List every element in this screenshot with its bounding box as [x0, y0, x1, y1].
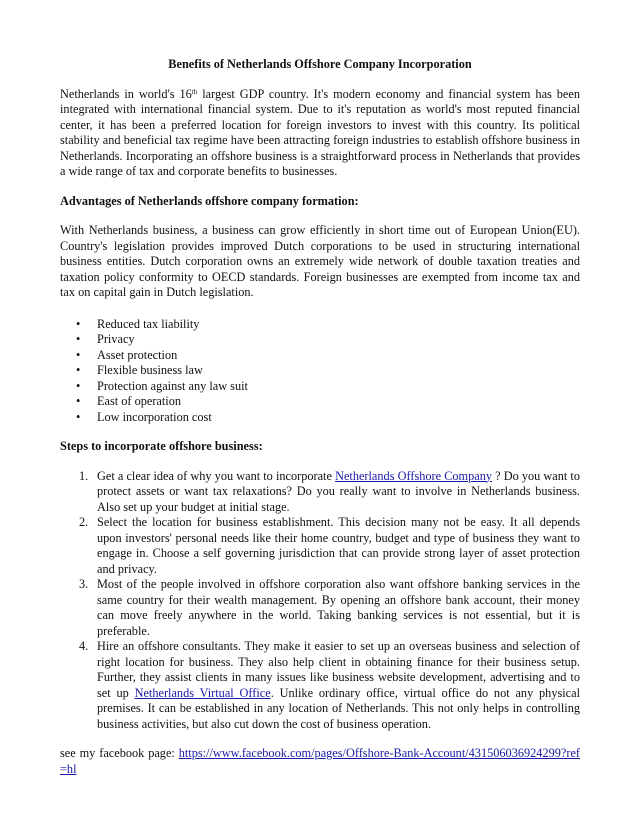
- step-number: 1.: [79, 468, 89, 483]
- list-item-text: Low incorporation cost: [97, 409, 212, 424]
- bullet-icon: •: [76, 332, 81, 346]
- list-item: [60, 363, 580, 379]
- bullet-icon: •: [76, 378, 81, 393]
- steps-list: [60, 469, 580, 733]
- intro-text-rest: largest GDP country. It's modern economy and financial system has been integrated with international financial system. Due to it's reputation as world's most reputed financial center, it has been a preferred location for foreign investors to invest with this country. Its political stability and beneficial tax regime have been attracting foreign industries to establish offshore business in Netherlands. Incorporating an offshore business is a straightforward process in Netherlands that provides a wide range of tax and corporate benefits to businesses.: [60, 86, 580, 178]
- step-item: [60, 577, 580, 639]
- list-item: [60, 394, 580, 410]
- list-item: [60, 410, 580, 426]
- advantages-paragraph: With Netherlands business, a business can grow efficiently in short time out of European Union(EU). Country's legislation provides improved Dutch corporations to be used in structuring international business entities. Dutch corporation owns an extremely wide network of double taxation treaties and taxation policy conformity to OECD standards. Foreign businesses are exempted from income tax and tax on capital gain in Dutch legislation.: [60, 223, 580, 299]
- step-item: [60, 639, 580, 732]
- step-text-start: Get a clear idea of why you want to incorporate: [97, 468, 336, 483]
- list-item: [60, 348, 580, 364]
- step-text-rest: . Unlike ordinary office, virtual office do not any physical premises. It can be established in any location of Netherlands. This not only helps in controlling business activities, but also cut down the cost of business operation.: [97, 685, 581, 731]
- step-text-rest: ? Do you want to protect assets or want tax relaxations? Do you really want to involve in Netherlands business. Also set up your budget at initial stage.: [97, 468, 580, 514]
- netherlands-offshore-company-link[interactable]: Netherlands Offshore Company: [335, 468, 493, 483]
- step-text: Select the location for business establishment. This decision many not be easy. It all depends upon investors' personal needs like their home country, budget and type of business they want to engage in. Choose a self governing jurisdiction that can provide strong layer of asset protection and privacy.: [97, 515, 580, 576]
- steps-heading: Steps to incorporate offshore business:: [60, 439, 263, 453]
- facebook-label: see my facebook page:: [60, 746, 179, 760]
- facebook-page-link[interactable]: https://www.facebook.com/pages/Offshore-Bank-Account/431506036924299?ref=hl: [60, 746, 580, 776]
- advantages-heading: Advantages of Netherlands offshore company formation:: [60, 193, 359, 208]
- list-item-text: Privacy: [97, 332, 135, 346]
- step-text-start: Hire an offshore consultants. They make it easier to set up an overseas business and selection of right location for business. They also help client in obtaining finance for their business setup. Further, they assist clients in many issues like business website development, advertising and to set up: [97, 639, 580, 700]
- document-title: Benefits of Netherlands Offshore Company Incorporation: [168, 57, 472, 71]
- step-item: [60, 469, 580, 516]
- step-number: 4.: [79, 639, 89, 653]
- bullet-icon: •: [76, 316, 81, 331]
- advantages-list: [60, 317, 580, 426]
- bullet-icon: •: [76, 347, 81, 362]
- step-number: 2.: [79, 515, 89, 529]
- list-item: [60, 379, 580, 395]
- bullet-icon: •: [76, 409, 81, 424]
- netherlands-virtual-office-link[interactable]: Netherlands Virtual Office: [134, 685, 271, 700]
- bullet-icon: •: [76, 394, 81, 408]
- facebook-footer: [60, 746, 580, 777]
- list-item-text: Protection against any law suit: [97, 378, 248, 393]
- list-item-text: Reduced tax liability: [97, 316, 200, 331]
- list-item: [60, 317, 580, 333]
- list-item-text: Asset protection: [97, 347, 178, 362]
- list-item: [60, 332, 580, 348]
- list-item-text: East of operation: [97, 394, 182, 408]
- ordinal-superscript: th: [191, 87, 198, 96]
- intro-paragraph: [60, 87, 580, 180]
- bullet-icon: •: [76, 363, 81, 377]
- step-text: Most of the people involved in offshore corporation also want offshore banking services in the same country for their wealth management. By opening an offshore bank account, their money can move freely anywhere in the world. Taking banking services is not essential, but it is preferable.: [97, 577, 580, 638]
- step-number: 3.: [79, 577, 89, 591]
- step-item: [60, 515, 580, 577]
- intro-text-start: Netherlands in world's 16: [60, 86, 192, 101]
- list-item-text: Flexible business law: [97, 363, 203, 377]
